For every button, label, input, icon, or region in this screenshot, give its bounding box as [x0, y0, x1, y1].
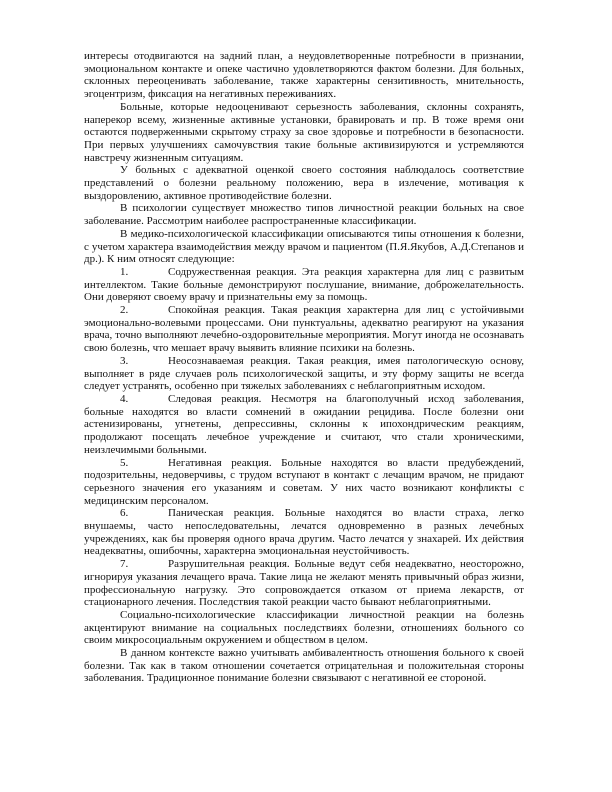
- list-item-number: 5.: [120, 456, 129, 469]
- paragraph-underestimation: Больные, которые недооценивают серьезность заболевания, склонны сохранять, наперекор всему, жизненные активные установки, бравировать и пр. В тоже время они остаются подверженными скрытому страху за свое здоровье и потребности в безопасности. При первых улучшениях самочувствия такие больные активизируются и устремляются навстречу жизненным ситуациям.: [84, 100, 524, 164]
- list-item: [84, 304, 524, 355]
- list-item: [84, 558, 524, 609]
- list-item-text: Содружественная реакция. Эта реакция характерна для лиц с развитым интеллектом. Такие больные демонстрируют послушание, внимание, доброжелательность. Они доверяют своему врачу и признательны ему за помощь.: [84, 265, 524, 304]
- list-item-text: Следовая реакция. Несмотря на благополучный исход заболевания, больные находятся во власти сомнений в ожидании рецидива. После болезни они астенизированы, угнетены, депрессивны, склонны к ипохондрическим реакциям, продолжают посещать лечебное учреждение и считают, что стали хроническими, неизлечимыми больными.: [84, 392, 524, 456]
- list-item: [84, 266, 524, 304]
- paragraph-medical-classification: В медико-психологической классификации описываются типы отношения к болезни, с учетом характера взаимодействия между врачом и пациентом (П.Я.Якубов, А.Д.Степанов и др.). К ним относят следующие:: [84, 227, 524, 266]
- list-item-text: Негативная реакция. Больные находятся во власти предубеждений, подозрительны, недоверчивы, с трудом вступают в контакт с лечащим врачом, не придают серьезного значения его указаниям и советам. У них часто возникают конфликты с медицинским персоналом.: [84, 456, 524, 507]
- list-item-number: 4.: [120, 392, 129, 405]
- list-item-number: 2.: [120, 304, 129, 317]
- paragraph-adequate-assessment: У больных с адекватной оценкой своего состояния наблюдалось соответствие представлений о болезни реальному положению, вера в излечение, мотивация к выздоровлению, активное противодействие болезни.: [84, 164, 524, 202]
- list-item: [84, 507, 524, 558]
- list-item: [84, 355, 524, 393]
- paragraph-psychology-types: В психологии существует множество типов личностной реакции больных на свое заболевание. Рассмотрим наиболее распространенные классификации.: [84, 202, 524, 228]
- list-item-text: Спокойная реакция. Такая реакция характерна для лиц с устойчивыми эмоционально-волевыми процессами. Они пунктуальны, адекватно реагируют на указания врача, точно выполняют лечебно-оздоровительные мероприятия. Могут иногда не осознавать свою болезнь, что мешает врачу выявить влияние психики на болезнь.: [84, 304, 524, 355]
- list-item-text: Разрушительная реакция. Больные ведут себя неадекватно, неосторожно, игнорируя указания лечащего врача. Такие лица не желают менять привычный образ жизни, профессиональную нагрузку. Это сопровождается отказом от приема лекарств, от стационарного лечения. Последствия такой реакции часто бывают неблагоприятными.: [84, 558, 524, 609]
- document-page: [84, 50, 524, 685]
- paragraph-ambivalence: В данном контексте важно учитывать амбивалентность отношения больного к своей болезни. Так как в таком отношении сочетается отрицательная и положительная стороны заболевания. Традиционное понимание болезни связывают с негативной ее стороной.: [84, 647, 524, 685]
- list-item: [84, 457, 524, 508]
- list-item-number: 1.: [120, 265, 129, 278]
- list-item: [84, 393, 524, 457]
- paragraph-continuation: интересы отодвигаются на задний план, а неудовлетворенные потребности в признании, эмоциональном контакте и опеке частично удовлетворяются фактом болезни. Для больных, склонных переоценивать заболевание, также характерны сензитивность, мнительность, эгоцентризм, фиксация на негативных переживаниях.: [84, 50, 524, 101]
- list-item-number: 7.: [120, 558, 129, 571]
- list-item-text: Паническая реакция. Больные находятся во власти страха, легко внушаемы, часто непоследовательны, лечатся одновременно в разных лечебных учреждениях, как бы проверяя одного врача другим. Часто лечатся у знахарей. Их действия неадекватны, ошибочны, характерна эмоциональная неустойчивость.: [84, 507, 524, 558]
- paragraph-social-classification: Социально-психологические классификации личностной реакции на болезнь акцентируют внимание на социальных последствиях болезни, отношениях больного со своим микросоциальным окружением и обществом в целом.: [84, 608, 524, 647]
- list-item-text: Неосознаваемая реакция. Такая реакция, имея патологическую основу, выполняет в ряде случаев роль психологической защиты, и эту форму защиты не всегда следует устранять, особенно при тяжелых заболеваниях с неблагоприятным исходом.: [84, 354, 524, 393]
- list-item-number: 3.: [120, 354, 129, 367]
- list-item-number: 6.: [120, 507, 129, 520]
